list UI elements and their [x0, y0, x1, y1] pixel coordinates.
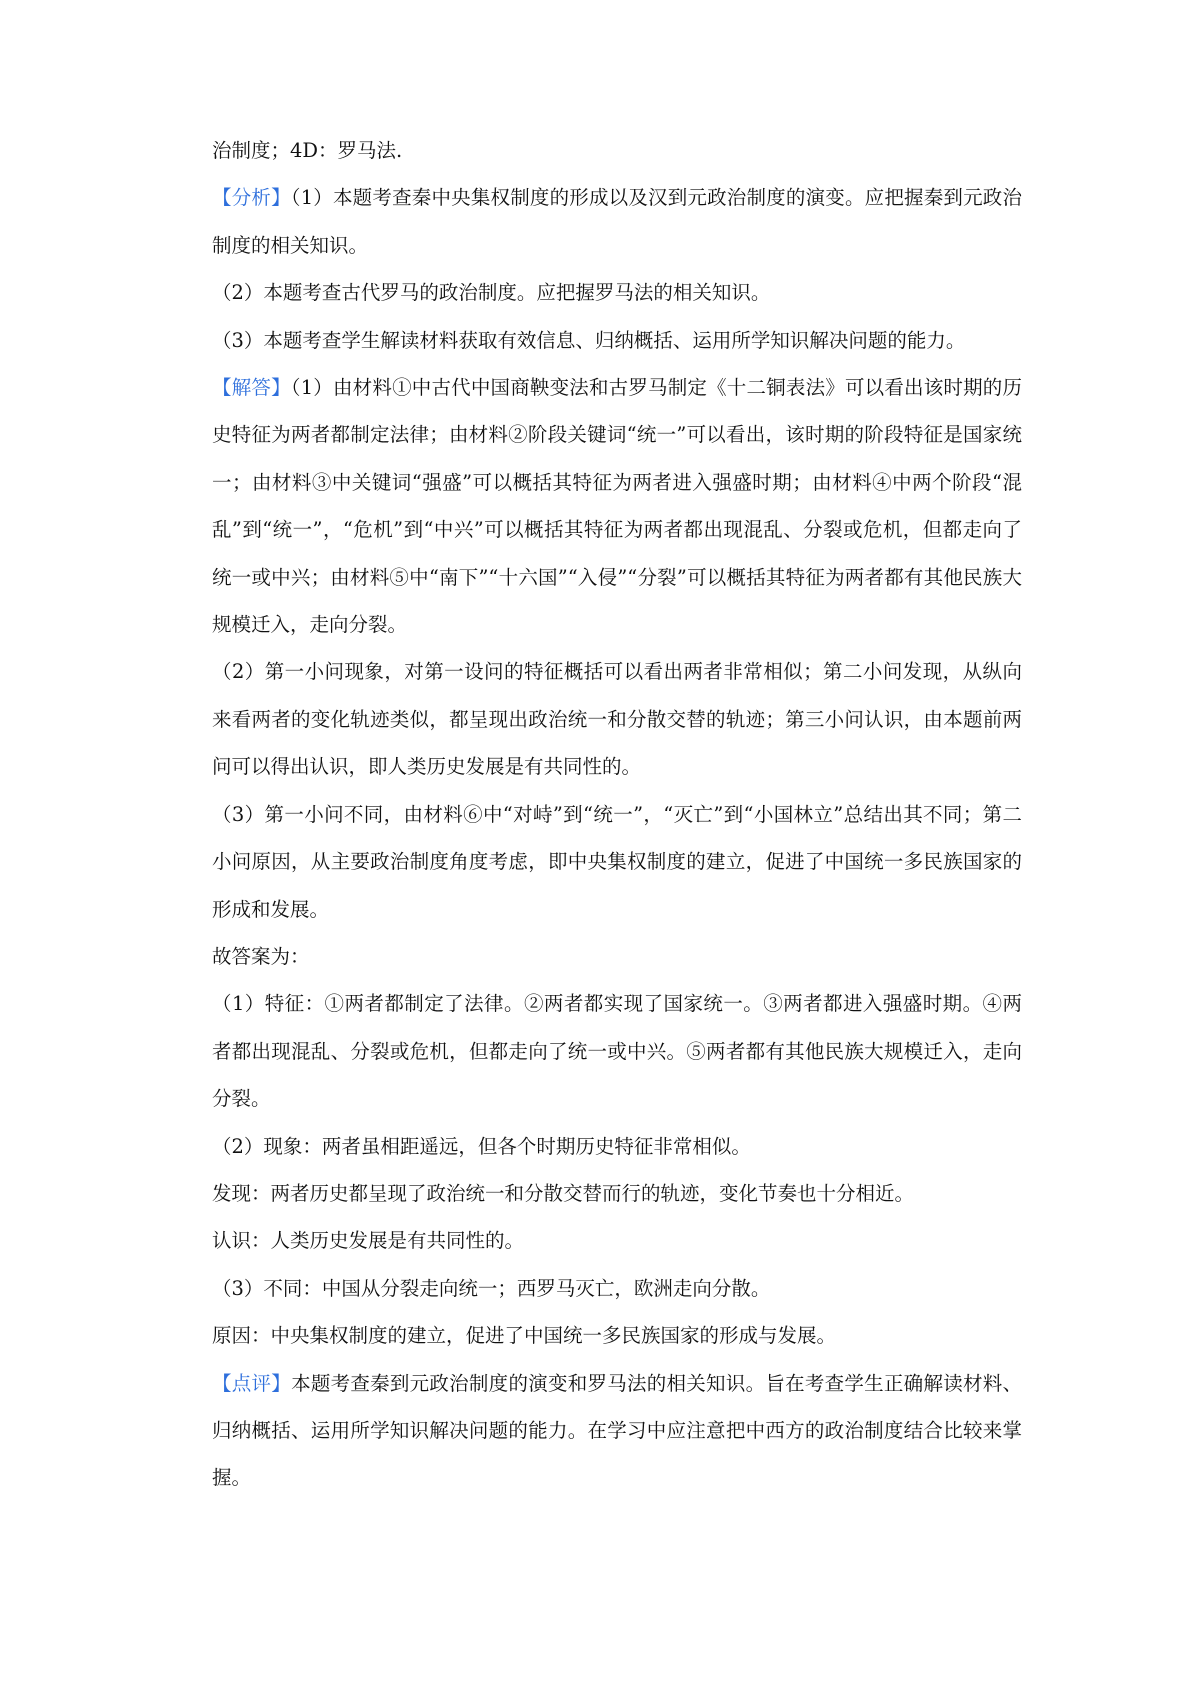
comment-tag: 【点评】: [212, 1371, 292, 1395]
paragraph-answer-intro: [212, 933, 1022, 980]
paragraph-text: （2）本题考查古代罗马的政治制度。应把握罗马法的相关知识。: [212, 281, 771, 305]
paragraph-text: 治制度；4D：罗马法.: [212, 139, 403, 162]
paragraph-solution: [212, 364, 1022, 648]
paragraph-comment: [212, 1360, 1022, 1502]
paragraph-text: 发现：两者历史都呈现了政治统一和分散交替而行的轨迹，变化节奏也十分相近。: [212, 1181, 915, 1205]
paragraph-text: （3）本题考查学生解读材料获取有效信息、归纳概括、运用所学知识解决问题的能力。: [212, 328, 966, 352]
paragraph-answer-1: [212, 980, 1022, 1122]
paragraph-solution-2: [212, 648, 1022, 790]
paragraph-text: （3）不同：中国从分裂走向统一；西罗马灭亡，欧洲走向分散。: [212, 1276, 771, 1300]
paragraph-answer-reason: [212, 1312, 1022, 1359]
paragraph-continuation: [212, 127, 1022, 174]
analysis-tag: 【分析】: [212, 186, 291, 210]
paragraph-text: （3）第一小问不同，由材料⑥中“对峙”到“统一”，“灭亡”到“小国林立”总结出其不同；第二小问原因，从主要政治制度角度考虑，即中央集权制度的建立，促进了中国统一多民族国家的形成和发展。: [212, 802, 1022, 921]
paragraph-text: （1）由材料①中古代中国商鞅变法和古罗马制定《十二铜表法》可以看出该时期的历史特征为两者都制定法律；由材料②阶段关键词“统一”可以看出，该时期的阶段特征是国家统一；由材料③中关键词“强盛”可以概括其特征为两者进入强盛时期；由材料④中两个阶段“混乱”到“统一”，“危机”到“中兴”可以概括其特征为两者都出现混乱、分裂或危机，但都走向了统一或中兴；由材料⑤中“南下”“十六国”“入侵”“分裂”可以概括其特征为两者都有其他民族大规模迁入，走向分裂。: [212, 376, 1022, 637]
paragraph-text: 原因：中央集权制度的建立，促进了中国统一多民族国家的形成与发展。: [212, 1324, 837, 1348]
paragraph-text: （1）特征：①两者都制定了法律。②两者都实现了国家统一。③两者都进入强盛时期。④两者都出现混乱、分裂或危机，但都走向了统一或中兴。⑤两者都有其他民族大规模迁入，走向分裂。: [212, 992, 1022, 1111]
document-page: [212, 127, 1022, 1502]
paragraph-text: 故答案为：: [212, 944, 310, 968]
paragraph-text: 认识：人类历史发展是有共同性的。: [212, 1229, 525, 1253]
paragraph-analysis: [212, 174, 1022, 269]
paragraph-solution-3: [212, 791, 1022, 933]
paragraph-answer-understanding: [212, 1217, 1022, 1264]
paragraph-text: （2）现象：两者虽相距遥远，但各个时期历史特征非常相似。: [212, 1134, 751, 1158]
paragraph-answer-2: [212, 1123, 1022, 1170]
paragraph-text: （2）第一小问现象，对第一设问的特征概括可以看出两者非常相似；第二小问发现，从纵向来看两者的变化轨迹类似，都呈现出政治统一和分散交替的轨迹；第三小问认识，由本题前两问可以得出认识，即人类历史发展是有共同性的。: [212, 660, 1022, 779]
paragraph-text: （1）本题考查秦中央集权制度的形成以及汉到元政治制度的演变。应把握秦到元政治制度的相关知识。: [212, 186, 1022, 257]
paragraph-text: 本题考查秦到元政治制度的演变和罗马法的相关知识。旨在考查学生正确解读材料、归纳概括、运用所学知识解决问题的能力。在学习中应注意把中西方的政治制度结合比较来掌握。: [212, 1371, 1022, 1490]
paragraph-analysis-2: [212, 269, 1022, 316]
paragraph-answer-3: [212, 1265, 1022, 1312]
solution-tag: 【解答】: [212, 376, 291, 400]
paragraph-analysis-3: [212, 317, 1022, 364]
paragraph-answer-discovery: [212, 1170, 1022, 1217]
